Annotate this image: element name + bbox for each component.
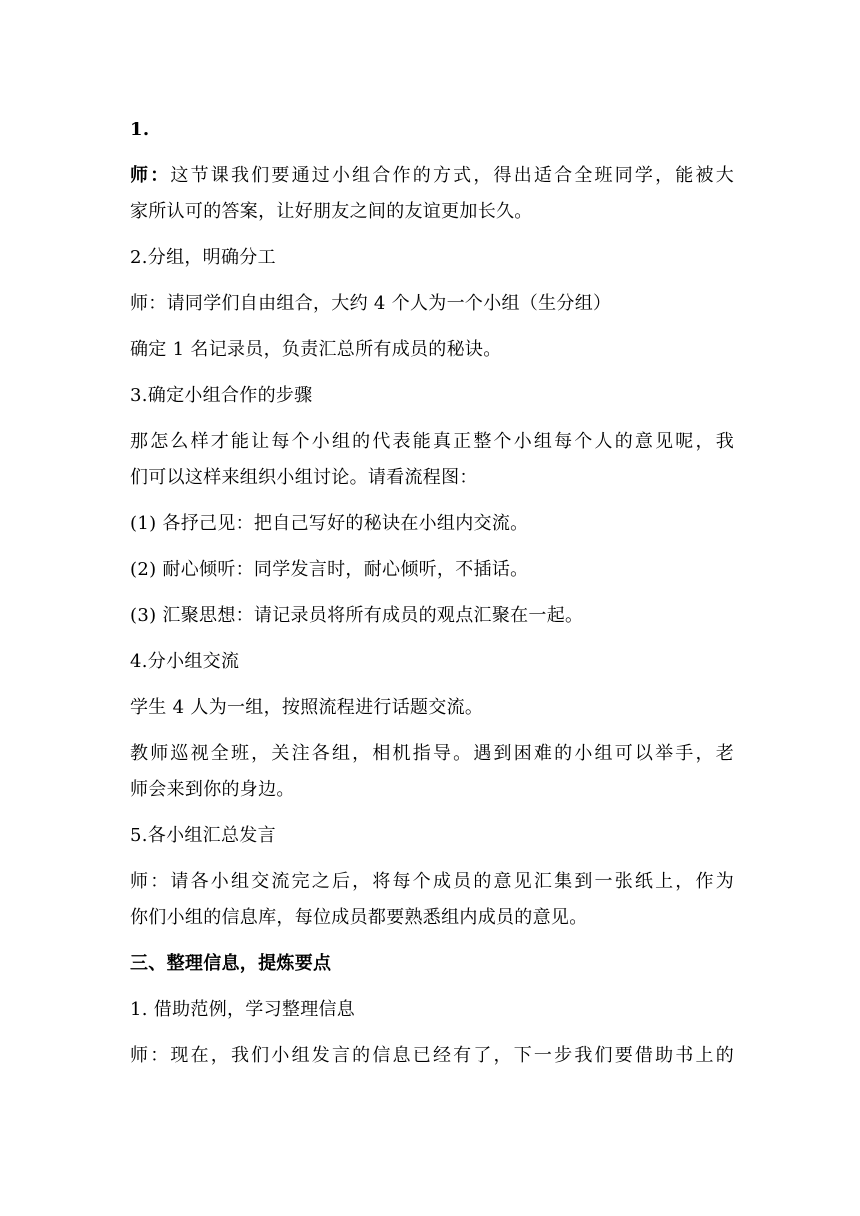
item-2-paragraph-1: 师：请同学们自由组合，大约 4 个人为一个小组（生分组）	[130, 293, 612, 314]
paragraph-text: 这节课我们要通过小组合作的方式，得出适合全班同学，能被大	[170, 165, 734, 186]
item-4-paragraph-2-line-1: 教师巡视全班，关注各组，相机指导。遇到困难的小组可以举手，老	[130, 743, 734, 764]
step-2: (2) 耐心倾听：同学发言时，耐心倾听，不插话。	[130, 559, 529, 580]
item-4-paragraph-2-line-2: 师会来到你的身边。	[130, 779, 295, 800]
item-5-paragraph-line-1: 师：请各小组交流完之后，将每个成员的意见汇集到一张纸上，作为	[130, 871, 734, 892]
item-3-title: 3.确定小组合作的步骤	[130, 385, 313, 406]
item-2-title: 2.分组，明确分工	[130, 247, 276, 268]
item-3-paragraph-line-2: 们可以这样来组织小组讨论。请看流程图：	[130, 467, 478, 488]
item-4-title: 4.分小组交流	[130, 651, 240, 672]
item-5-title: 5.各小组汇总发言	[130, 825, 276, 846]
document-body	[130, 112, 734, 1074]
item-1-number: 1.	[130, 119, 150, 140]
item-3-paragraph-line-1: 那怎么样才能让每个小组的代表能真正整个小组每个人的意见呢，我	[130, 431, 734, 452]
subsection-1-title: 1. 借助范例，学习整理信息	[130, 999, 356, 1020]
item-4-paragraph-1: 学生 4 人为一组，按照流程进行话题交流。	[130, 697, 484, 718]
paragraph-teacher-intro-line-1	[130, 158, 734, 194]
step-1: (1) 各抒己见：把自己写好的秘诀在小组内交流。	[130, 513, 529, 534]
item-2-paragraph-2: 确定 1 名记录员，负责汇总所有成员的秘诀。	[130, 339, 502, 360]
section-3-heading: 三、整理信息，提炼要点	[130, 953, 332, 974]
item-5-paragraph-line-2: 你们小组的信息库，每位成员都要熟悉组内成员的意见。	[130, 907, 588, 928]
step-3: (3) 汇聚思想：请记录员将所有成员的观点汇聚在一起。	[130, 605, 584, 626]
paragraph-teacher-intro-line-2: 家所认可的答案，让好朋友之间的友谊更加长久。	[130, 201, 533, 222]
subsection-1-paragraph: 师：现在，我们小组发言的信息已经有了，下一步我们要借助书上的	[130, 1045, 734, 1066]
speaker-label: 师：	[130, 165, 171, 186]
